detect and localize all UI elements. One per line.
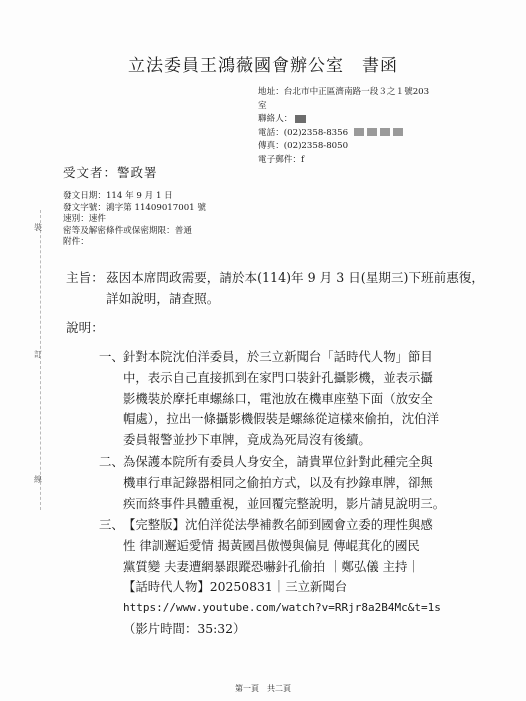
letter-title: 立法委員王鴻薇國會辦公室 書函 bbox=[128, 56, 398, 76]
item-number: 一、 bbox=[99, 349, 124, 364]
item-number: 三、 bbox=[99, 517, 124, 532]
redaction-block bbox=[380, 128, 390, 136]
speed: 速別：速件 bbox=[63, 214, 106, 224]
phone-text: 電話：(02)2358-8356 bbox=[258, 127, 349, 138]
subject-label: 主旨： bbox=[66, 270, 104, 285]
redaction-block bbox=[354, 128, 364, 136]
sender-address: 地址：台北市中正區濟南路一段３之１號203 bbox=[258, 87, 430, 97]
item-line: 疾而終事件具體重視，並回覆完整說明，影片請見說明三。 bbox=[123, 495, 446, 511]
redaction-block bbox=[393, 128, 403, 136]
redaction-block bbox=[295, 115, 306, 123]
sender-fax: 傳真：(02)2358-8050 bbox=[258, 141, 349, 152]
item-line: 機車行車記錄器相同之偷拍方式，以及有抄錄車牌，卻無 bbox=[123, 474, 433, 490]
page-footer: 第一頁 共二頁 bbox=[235, 684, 291, 693]
item-line: 委員報警並抄下車牌，竟成為死局沒有後續。 bbox=[123, 432, 371, 448]
item-line: https://www.youtube.com/watch?v=RRjr8a2B4Mc&t=1s bbox=[123, 601, 441, 615]
sender-email bbox=[258, 154, 429, 168]
document-meta bbox=[63, 191, 206, 249]
item-line: （影片時間：35:32） bbox=[123, 620, 246, 636]
item-line: 【完整版】沈伯洋從法學補教名師到國會立委的理性與感 bbox=[123, 517, 433, 532]
recipient: 受文者：警政署 bbox=[63, 165, 158, 180]
item-body bbox=[123, 452, 463, 514]
item-line: 黨質變 夫妻遭網暴跟蹤恐嚇針孔偷拍 ｜鄭弘儀 主持｜ bbox=[123, 558, 420, 574]
sender-contact bbox=[258, 113, 429, 127]
issue-date: 發文日期：114 年 9 月 1 日 bbox=[63, 191, 173, 201]
doc-number: 發文字號：鴻字第 11409017001 號 bbox=[63, 202, 206, 213]
item-line: 帽處），拉出一條攝影機假裝是螺絲從這樣來偷拍，沈伯洋 bbox=[123, 411, 439, 427]
item-line: 為保護本院所有委員人身安全，請貴單位針對此種完全與 bbox=[123, 454, 433, 469]
explanation-label: 說明： bbox=[66, 320, 104, 335]
email-label: 電子郵件： bbox=[258, 154, 301, 165]
item-line: 影機裝於摩托車螺絲口，電池放在機車座墊下面（放安全 bbox=[123, 390, 433, 406]
item-line: 針對本院沈伯洋委員，於三立新聞台「話時代人物」節目 bbox=[123, 349, 433, 364]
email-value: f bbox=[300, 154, 305, 165]
margin-mark-bind: 裝 bbox=[34, 223, 42, 232]
item-line: 【話時代人物】20250831｜三立新聞台 bbox=[123, 579, 348, 595]
binding-line bbox=[40, 210, 41, 510]
item-number: 二、 bbox=[99, 454, 124, 469]
sender-info bbox=[258, 86, 429, 168]
item-body bbox=[123, 347, 463, 451]
security-level: 密等及解密條件或保密期限：普通 bbox=[63, 225, 192, 236]
margin-mark-staple: 訂 bbox=[34, 350, 42, 359]
attachment: 附件： bbox=[63, 237, 89, 247]
item-line: 性 律訓邂逅愛情 揭黃國昌傲慢與偏見 傳崐萁化的國民 bbox=[123, 537, 420, 553]
sender-phone bbox=[258, 127, 429, 141]
subject-text: 茲因本席問政需要，請於本(114)年 9 月 3 日(星期三)下班前惠復，詳如說明，請查照。 bbox=[106, 270, 484, 306]
margin-mark-line: 線 bbox=[34, 475, 42, 484]
item-body bbox=[123, 515, 463, 640]
sender-address-cont: 室 bbox=[258, 100, 267, 111]
item-line: 中，表示自己直接抓到在家門口裝針孔攝影機，並表示攝 bbox=[123, 369, 433, 385]
contact-label: 聯絡人： bbox=[258, 114, 293, 125]
redaction-block bbox=[367, 128, 377, 136]
